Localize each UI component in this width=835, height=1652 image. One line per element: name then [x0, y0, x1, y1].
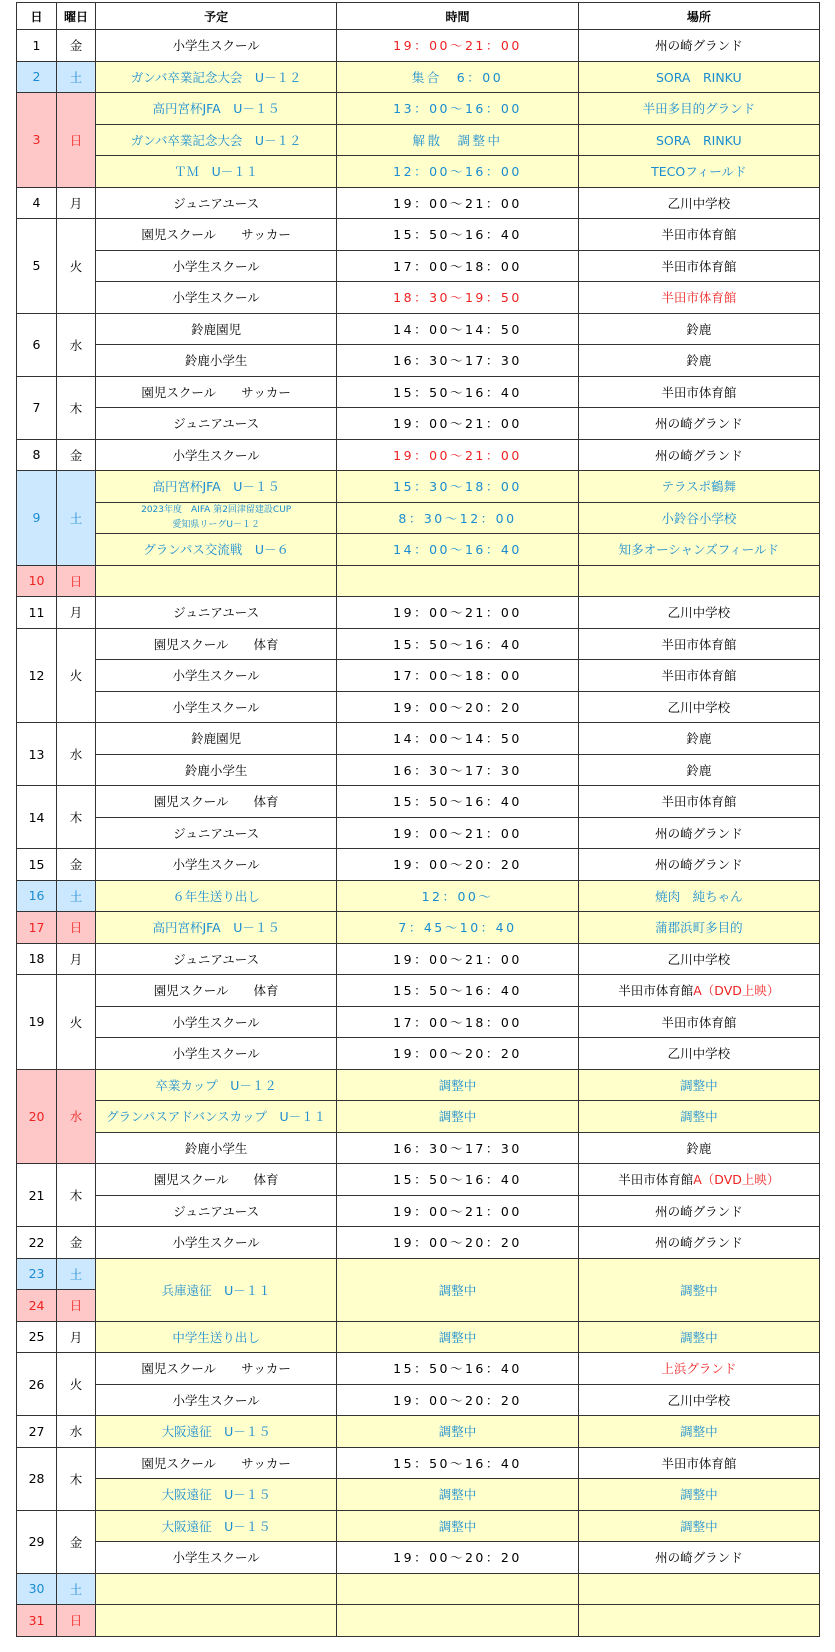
- place-cell: 調整中: [578, 1510, 819, 1542]
- weekday-cell: 月: [57, 187, 96, 219]
- place-cell: 蒲郡浜町多目的: [578, 912, 819, 944]
- day-cell: 30: [17, 1573, 57, 1605]
- event-cell: 小学生スクール: [96, 1038, 337, 1070]
- time-cell: 17：00～18：00: [337, 1006, 578, 1038]
- table-row: [17, 30, 820, 62]
- table-row: [17, 1479, 820, 1511]
- event-line-2: 愛知県リーグU－１２: [172, 519, 260, 530]
- table-row: [17, 1542, 820, 1574]
- time-cell: 12：00～16：00: [337, 156, 578, 188]
- event-cell: 鈴鹿小学生: [96, 345, 337, 377]
- table-row: [17, 408, 820, 440]
- place-cell: テラスポ鶴舞: [578, 471, 819, 503]
- weekday-cell: 日: [57, 912, 96, 944]
- day-cell: 31: [17, 1605, 57, 1637]
- table-row: [17, 313, 820, 345]
- event-cell: 園児スクール 体育: [96, 628, 337, 660]
- time-cell: 19：00～20：20: [337, 849, 578, 881]
- table-row: [17, 943, 820, 975]
- time-cell: 14：00～16：40: [337, 534, 578, 566]
- table-row: [17, 1605, 820, 1637]
- event-cell: ＴＭ U－１１: [96, 156, 337, 188]
- time-cell: 15：30～18：00: [337, 471, 578, 503]
- weekday-cell: 土: [57, 61, 96, 93]
- time-cell: 19：00～21：00: [337, 943, 578, 975]
- table-row: [17, 345, 820, 377]
- place-cell: 半田多目的グランド: [578, 93, 819, 125]
- time-cell: 17：00～18：00: [337, 660, 578, 692]
- day-cell: 9: [17, 471, 57, 566]
- event-cell: 小学生スクール: [96, 282, 337, 314]
- day-cell: 4: [17, 187, 57, 219]
- place-cell: 州の崎グランド: [578, 30, 819, 62]
- place-cell: 調整中: [578, 1069, 819, 1101]
- event-cell: 鈴鹿園児: [96, 313, 337, 345]
- place-cell: [578, 1573, 819, 1605]
- table-row: [17, 250, 820, 282]
- weekday-cell: 金: [57, 849, 96, 881]
- place-cell: 州の崎グランド: [578, 1227, 819, 1259]
- place-cell: 州の崎グランド: [578, 1542, 819, 1574]
- weekday-cell: 月: [57, 597, 96, 629]
- place-cell: 半田市体育館: [578, 1447, 819, 1479]
- time-cell: 調整中: [337, 1258, 578, 1321]
- header-weekday: 曜日: [57, 3, 96, 30]
- schedule-table: [16, 2, 820, 1637]
- day-cell: 14: [17, 786, 57, 849]
- table-row: [17, 597, 820, 629]
- schedule-wrapper: [16, 2, 820, 1637]
- day-cell: 7: [17, 376, 57, 439]
- event-cell: 小学生スクール: [96, 439, 337, 471]
- table-row: [17, 565, 820, 597]
- table-row: [17, 691, 820, 723]
- table-row: [17, 471, 820, 503]
- table-row: [17, 93, 820, 125]
- weekday-cell: 金: [57, 439, 96, 471]
- weekday-cell: 火: [57, 628, 96, 723]
- table-row: [17, 1195, 820, 1227]
- event-cell: ６年生送り出し: [96, 880, 337, 912]
- event-cell: 鈴鹿園児: [96, 723, 337, 755]
- weekday-cell: 日: [57, 93, 96, 188]
- table-row: [17, 1384, 820, 1416]
- time-cell: 19：00～20：20: [337, 1384, 578, 1416]
- day-cell: 13: [17, 723, 57, 786]
- time-cell: 集合 6：00: [337, 61, 578, 93]
- time-cell: 調整中: [337, 1510, 578, 1542]
- time-cell: 19：00～21：00: [337, 597, 578, 629]
- event-cell: 小学生スクール: [96, 849, 337, 881]
- table-row: [17, 1038, 820, 1070]
- place-cell: 半田市体育館: [578, 1006, 819, 1038]
- table-row: [17, 1258, 820, 1290]
- place-cell: 調整中: [578, 1479, 819, 1511]
- event-cell: 小学生スクール: [96, 1384, 337, 1416]
- time-cell: 15：50～16：40: [337, 376, 578, 408]
- event-cell: グランパス交流戦 U－６: [96, 534, 337, 566]
- place-cell: 鈴鹿: [578, 345, 819, 377]
- event-cell: 高円宮杯JFA U－１５: [96, 471, 337, 503]
- event-cell: 園児スクール 体育: [96, 786, 337, 818]
- day-cell: 8: [17, 439, 57, 471]
- table-row: [17, 187, 820, 219]
- place-note: A（DVD上映）: [693, 983, 780, 999]
- day-cell: 18: [17, 943, 57, 975]
- event-cell: 高円宮杯JFA U－１５: [96, 912, 337, 944]
- place-cell: 州の崎グランド: [578, 1195, 819, 1227]
- table-row: [17, 1416, 820, 1448]
- event-cell: ジュニアユース: [96, 408, 337, 440]
- table-row: [17, 1510, 820, 1542]
- event-cell: ジュニアユース: [96, 943, 337, 975]
- place-cell: 上浜グランド: [578, 1353, 819, 1385]
- event-cell: 大阪遠征 U－１５: [96, 1479, 337, 1511]
- weekday-cell: 水: [57, 1069, 96, 1164]
- place-cell: 半田市体育館: [578, 628, 819, 660]
- weekday-cell: 水: [57, 723, 96, 786]
- event-cell: 鈴鹿小学生: [96, 754, 337, 786]
- place-cell: 調整中: [578, 1416, 819, 1448]
- event-cell: 中学生送り出し: [96, 1321, 337, 1353]
- place-cell: 調整中: [578, 1101, 819, 1133]
- place-cell: 半田市体育館: [578, 250, 819, 282]
- event-line-1: 2023年度 AIFA 第2回津留建設CUP: [141, 504, 292, 515]
- event-cell: 園児スクール 体育: [96, 975, 337, 1007]
- event-cell: ガンバ卒業記念大会 U－１２: [96, 61, 337, 93]
- place-cell: 乙川中学校: [578, 1384, 819, 1416]
- time-cell: 18：30～19：50: [337, 282, 578, 314]
- event-cell: 小学生スクール: [96, 660, 337, 692]
- time-cell: 19：00～20：20: [337, 1038, 578, 1070]
- day-cell: 19: [17, 975, 57, 1070]
- time-cell: 16：30～17：30: [337, 754, 578, 786]
- table-row: [17, 1006, 820, 1038]
- event-cell: ジュニアユース: [96, 187, 337, 219]
- table-row: [17, 975, 820, 1007]
- event-cell: 小学生スクール: [96, 1542, 337, 1574]
- event-cell: 高円宮杯JFA U－１５: [96, 93, 337, 125]
- header-row: [17, 3, 820, 30]
- table-row: [17, 660, 820, 692]
- event-cell: 小学生スクール: [96, 250, 337, 282]
- event-cell: 小学生スクール: [96, 1227, 337, 1259]
- day-cell: 10: [17, 565, 57, 597]
- table-row: [17, 912, 820, 944]
- header-day: 日: [17, 3, 57, 30]
- day-cell: 2: [17, 61, 57, 93]
- day-cell: 20: [17, 1069, 57, 1164]
- place-cell: 知多オーシャンズフィールド: [578, 534, 819, 566]
- place-text: 半田市体育館: [618, 1172, 694, 1188]
- time-cell: 調整中: [337, 1069, 578, 1101]
- time-cell: 19：00～20：20: [337, 1542, 578, 1574]
- place-cell: 調整中: [578, 1258, 819, 1321]
- place-cell: 半田市体育館: [578, 282, 819, 314]
- time-cell: 調整中: [337, 1321, 578, 1353]
- event-cell: 大阪遠征 U－１５: [96, 1510, 337, 1542]
- day-cell: 5: [17, 219, 57, 314]
- place-text: 半田市体育館: [618, 983, 694, 999]
- time-cell: 15：50～16：40: [337, 1447, 578, 1479]
- event-cell: ジュニアユース: [96, 597, 337, 629]
- time-cell: 19：00～21：00: [337, 1195, 578, 1227]
- place-cell: 鈴鹿: [578, 313, 819, 345]
- event-cell: 兵庫遠征 U－１１: [96, 1258, 337, 1321]
- time-cell: [337, 565, 578, 597]
- table-row: [17, 376, 820, 408]
- day-cell: 23: [17, 1258, 57, 1290]
- table-row: [17, 754, 820, 786]
- place-cell: [578, 1164, 819, 1196]
- event-cell: ジュニアユース: [96, 817, 337, 849]
- table-row: [17, 1353, 820, 1385]
- table-row: [17, 1573, 820, 1605]
- day-cell: 15: [17, 849, 57, 881]
- place-cell: 州の崎グランド: [578, 849, 819, 881]
- event-cell: ガンバ卒業記念大会 U－１２: [96, 124, 337, 156]
- weekday-cell: 土: [57, 471, 96, 566]
- place-cell: 半田市体育館: [578, 376, 819, 408]
- event-cell: 園児スクール サッカー: [96, 376, 337, 408]
- weekday-cell: 日: [57, 565, 96, 597]
- weekday-cell: 土: [57, 1258, 96, 1290]
- day-cell: 24: [17, 1290, 57, 1322]
- day-cell: 28: [17, 1447, 57, 1510]
- time-cell: 14：00～14：50: [337, 313, 578, 345]
- day-cell: 25: [17, 1321, 57, 1353]
- weekday-cell: 日: [57, 1605, 96, 1637]
- weekday-cell: 土: [57, 1573, 96, 1605]
- time-cell: 15：50～16：40: [337, 628, 578, 660]
- time-cell: 19：00～21：00: [337, 30, 578, 62]
- day-cell: 1: [17, 30, 57, 62]
- place-cell: 州の崎グランド: [578, 408, 819, 440]
- place-cell: 鈴鹿: [578, 1132, 819, 1164]
- table-row: [17, 1101, 820, 1133]
- table-row: [17, 502, 820, 534]
- place-cell: [578, 975, 819, 1007]
- time-cell: 解散 調整中: [337, 124, 578, 156]
- time-cell: [337, 1573, 578, 1605]
- header-time: 時間: [337, 3, 578, 30]
- event-cell: [96, 502, 337, 534]
- event-cell: [96, 1605, 337, 1637]
- time-cell: 19：00～21：00: [337, 187, 578, 219]
- table-row: [17, 786, 820, 818]
- table-row: [17, 61, 820, 93]
- time-cell: 17：00～18：00: [337, 250, 578, 282]
- day-cell: 17: [17, 912, 57, 944]
- weekday-cell: 木: [57, 786, 96, 849]
- place-cell: 鈴鹿: [578, 754, 819, 786]
- day-cell: 3: [17, 93, 57, 188]
- time-cell: 8：30～12：00: [337, 502, 578, 534]
- header-place: 場所: [578, 3, 819, 30]
- event-cell: 鈴鹿小学生: [96, 1132, 337, 1164]
- time-cell: 調整中: [337, 1479, 578, 1511]
- weekday-cell: 月: [57, 943, 96, 975]
- event-cell: 大阪遠征 U－１５: [96, 1416, 337, 1448]
- time-cell: 調整中: [337, 1416, 578, 1448]
- weekday-cell: 火: [57, 1353, 96, 1416]
- place-cell: 州の崎グランド: [578, 817, 819, 849]
- event-cell: 卒業カップ U－１２: [96, 1069, 337, 1101]
- event-cell: 小学生スクール: [96, 691, 337, 723]
- table-row: [17, 1227, 820, 1259]
- time-cell: 16：30～17：30: [337, 1132, 578, 1164]
- table-row: [17, 880, 820, 912]
- table-row: [17, 534, 820, 566]
- weekday-cell: 木: [57, 1447, 96, 1510]
- event-cell: 園児スクール サッカー: [96, 1353, 337, 1385]
- place-cell: TECOフィールド: [578, 156, 819, 188]
- time-cell: 15：50～16：40: [337, 1353, 578, 1385]
- time-cell: [337, 1605, 578, 1637]
- event-cell: 小学生スクール: [96, 30, 337, 62]
- place-cell: 乙川中学校: [578, 943, 819, 975]
- event-cell: グランパスアドバンスカップ U－１１: [96, 1101, 337, 1133]
- place-cell: 乙川中学校: [578, 597, 819, 629]
- day-cell: 21: [17, 1164, 57, 1227]
- day-cell: 16: [17, 880, 57, 912]
- time-cell: 15：50～16：40: [337, 975, 578, 1007]
- time-cell: 14：00～14：50: [337, 723, 578, 755]
- time-cell: 16：30～17：30: [337, 345, 578, 377]
- weekday-cell: 木: [57, 1164, 96, 1227]
- header-event: 予定: [96, 3, 337, 30]
- weekday-cell: 金: [57, 1227, 96, 1259]
- table-row: [17, 156, 820, 188]
- weekday-cell: 月: [57, 1321, 96, 1353]
- day-cell: 11: [17, 597, 57, 629]
- day-cell: 12: [17, 628, 57, 723]
- table-row: [17, 1069, 820, 1101]
- place-cell: SORA RINKU: [578, 61, 819, 93]
- place-cell: 焼肉 純ちゃん: [578, 880, 819, 912]
- place-cell: 小鈴谷小学校: [578, 502, 819, 534]
- place-cell: SORA RINKU: [578, 124, 819, 156]
- weekday-cell: 火: [57, 219, 96, 314]
- weekday-cell: 火: [57, 975, 96, 1070]
- time-cell: 19：00～21：00: [337, 408, 578, 440]
- time-cell: 19：00～21：00: [337, 439, 578, 471]
- weekday-cell: 金: [57, 1510, 96, 1573]
- table-row: [17, 219, 820, 251]
- weekday-cell: 日: [57, 1290, 96, 1322]
- place-cell: 乙川中学校: [578, 1038, 819, 1070]
- table-row: [17, 439, 820, 471]
- place-cell: 半田市体育館: [578, 219, 819, 251]
- weekday-cell: 金: [57, 30, 96, 62]
- day-cell: 27: [17, 1416, 57, 1448]
- time-cell: 調整中: [337, 1101, 578, 1133]
- event-cell: 園児スクール 体育: [96, 1164, 337, 1196]
- time-cell: 15：50～16：40: [337, 1164, 578, 1196]
- weekday-cell: 水: [57, 313, 96, 376]
- time-cell: 19：00～20：20: [337, 691, 578, 723]
- place-cell: 調整中: [578, 1321, 819, 1353]
- weekday-cell: 土: [57, 880, 96, 912]
- event-cell: [96, 1573, 337, 1605]
- table-row: [17, 723, 820, 755]
- place-cell: 州の崎グランド: [578, 439, 819, 471]
- event-cell: ジュニアユース: [96, 1195, 337, 1227]
- weekday-cell: 木: [57, 376, 96, 439]
- table-row: [17, 1164, 820, 1196]
- day-cell: 6: [17, 313, 57, 376]
- place-note: A（DVD上映）: [693, 1172, 780, 1188]
- place-cell: 乙川中学校: [578, 187, 819, 219]
- place-cell: 半田市体育館: [578, 660, 819, 692]
- place-cell: [578, 565, 819, 597]
- event-cell: 園児スクール サッカー: [96, 1447, 337, 1479]
- table-row: [17, 1447, 820, 1479]
- time-cell: 13：00～16：00: [337, 93, 578, 125]
- table-row: [17, 124, 820, 156]
- time-cell: 15：50～16：40: [337, 219, 578, 251]
- table-row: [17, 1321, 820, 1353]
- place-cell: 半田市体育館: [578, 786, 819, 818]
- place-cell: 鈴鹿: [578, 723, 819, 755]
- time-cell: 15：50～16：40: [337, 786, 578, 818]
- day-cell: 22: [17, 1227, 57, 1259]
- place-cell: 乙川中学校: [578, 691, 819, 723]
- time-cell: 12：00～: [337, 880, 578, 912]
- time-cell: 19：00～21：00: [337, 817, 578, 849]
- event-cell: [96, 565, 337, 597]
- table-row: [17, 628, 820, 660]
- table-row: [17, 817, 820, 849]
- weekday-cell: 水: [57, 1416, 96, 1448]
- time-cell: 19：00～20：20: [337, 1227, 578, 1259]
- table-row: [17, 849, 820, 881]
- event-cell: 小学生スクール: [96, 1006, 337, 1038]
- table-row: [17, 282, 820, 314]
- event-cell: 園児スクール サッカー: [96, 219, 337, 251]
- day-cell: 29: [17, 1510, 57, 1573]
- table-row: [17, 1132, 820, 1164]
- day-cell: 26: [17, 1353, 57, 1416]
- time-cell: 7：45～10：40: [337, 912, 578, 944]
- place-cell: [578, 1605, 819, 1637]
